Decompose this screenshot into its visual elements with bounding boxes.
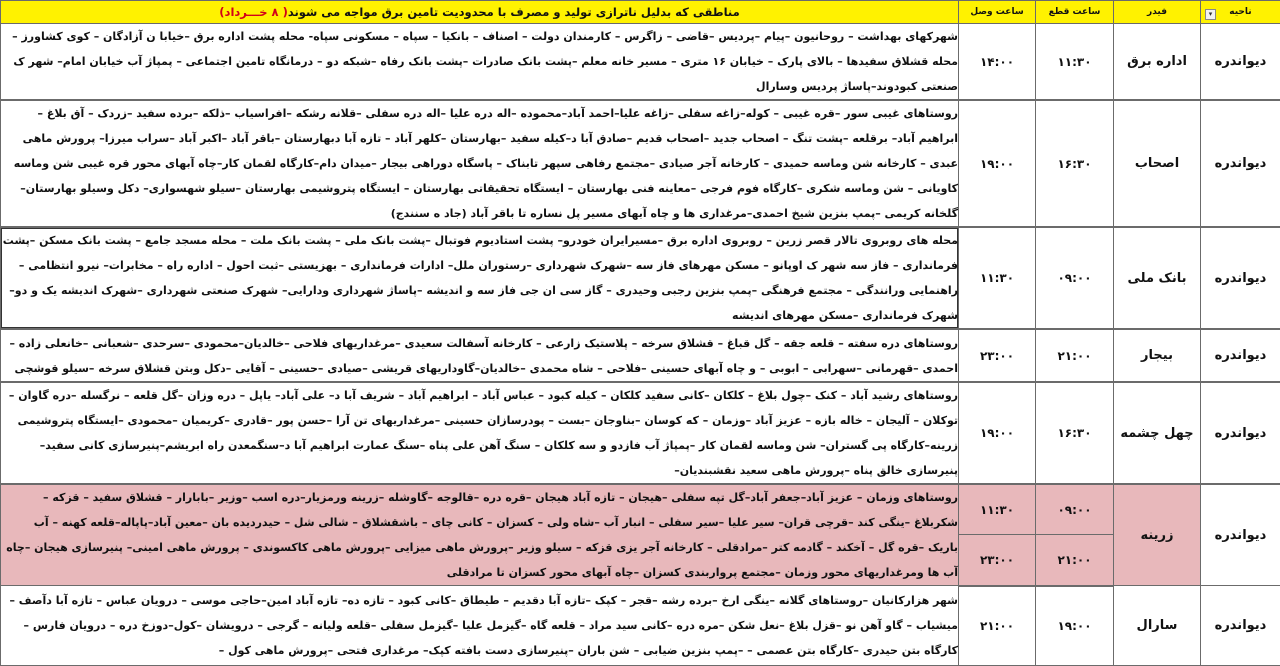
cut-time-cell: ۰۹:۰۰ (1036, 227, 1114, 329)
reconnect-time-cell: ۱۱:۳۰ (959, 227, 1036, 329)
areas-cell: روستاهای رشید آباد – کنک –چول بلاغ – کلکان –کانی سفید کلکان – کیله کبود – عباس آباد – ابراهیم آباد – شریف آبا د– علی آباد– یاپل – دره وزان –گل قلعه – نرگسله –دره گاوان –توکلان – آلیجان – خاله بازه – عزیز آباد –وزمان – که کوسان –بناوجان –بست – پودرسازان حسینی –مرغداریهای تن آرا –حسن پور –قادری –کریمیان –محمودی –ایستگاه پتروشیمی زرینه–کارگاه پی گستران– شن وماسه لقمان کار –پمپاژ آب فازدو و سه کلکان – سنگ آهن علی پناه –سنگ عمارت ابراهیم آبا د–سنگمعدن راه ابریشم–پنیرسازی کانی سفید–پنیرسازی خالق پناه –پرورش ماهی سعید نقشبندیان– (1, 382, 959, 484)
header-feeder: فیدر (1114, 1, 1201, 24)
table-row (1, 100, 1280, 227)
reconnect-time-cell: ۱۹:۰۰ (959, 100, 1036, 227)
feeder-cell: اصحاب (1114, 100, 1201, 227)
table-row-highlighted (1, 484, 1280, 535)
areas-cell: روستاهای وزمان – عزیز آباد–جعفر آباد–گل تپه سفلی –هیجان – تازه آباد هیجان –قره دره –قالوجه –گاوشله –زرینه ورمزیار–دره اسب –وزیر –بابارار – قشلاق سفید – قزکه –شکربلاغ –ینگی کند –قرچی قران– سیر علیا –سیر سفلی – انبار آب –شاه ولی – کسزان – کانی چای – باشقشلاق – شالی شل – حیدردیده بان –معین آباد–پاپاله–قلعه کهنه – آب باریک –قره گل – آخکند – گادمه کتر –مرادقلی – کارخانه آجر یزی قزکه – سیلو وزیر –پرورش ماهی میزایی –پرورش ماهی کاکسوندی – پرورش ماهی امینی– پنیرسازی هیجان –چاه آب ها ومرغداریهای محور وزمان –مجتمع پرواربندی کسزان –چاه آبهای محور کسزان تا مرادقلی (1, 484, 959, 586)
feeder-cell: چهل چشمه (1114, 382, 1201, 484)
cut-time-cell: ۰۹:۰۰ (1036, 484, 1114, 535)
region-cell: دیواندره (1201, 100, 1280, 227)
filter-icon[interactable]: ▾ (1205, 9, 1216, 20)
region-cell: دیواندره (1201, 24, 1280, 101)
header-region-label: ناحیه (1229, 7, 1251, 17)
areas-cell: شهر هزارکانیان –روستاهای گلانه –ینگی ارخ –برده رشه –قجر – کپک –تازه آبا دقدیم – طیطاق –کانی کبود – تازه ده– تازه آباد امین–حاجی موسی – درویان عباس – تازه آبا دآصف – میشیاب – گاو آهن نو –قزل بلاغ –نعل شکن –مره دره –کانی سید مراد – قلعه گاه –گیزمل علیا –گیزمل سفلی –قلعه ولیانه – گرجی – درویشان –کول–دوزخ دره – درویان فارس – کارگاه بتن حیدری –کارگاه بتن عصمی – –پمپ بنزین ضیابی – شن باران –پنیرسازی دست بافته کپک– مرغداری فتحی –پرورش ماهی کول – (1, 586, 959, 666)
feeder-cell: سارال (1114, 586, 1201, 666)
table-row (1, 586, 1280, 666)
reconnect-time-cell: ۱۹:۰۰ (959, 382, 1036, 484)
header-title (1, 1, 959, 24)
cut-time-cell: ۲۱:۰۰ (1036, 329, 1114, 382)
table-row (1, 329, 1280, 382)
page-title: مناطقی که بدلیل ناترازی تولید و مصرف با محدودیت تامین برق مواجه می شوند (288, 5, 740, 19)
region-cell: دیواندره (1201, 586, 1280, 666)
header-row (1, 1, 1280, 24)
header-region[interactable] (1201, 1, 1280, 24)
feeder-cell: بیجار (1114, 329, 1201, 382)
feeder-cell: زرینه (1114, 484, 1201, 586)
areas-cell: روستاهای دره سفته – قلعه جقه – گل قباغ – قشلاق سرخه – پلاستیک زارعی – کارخانه آسفالت سعیدی –مرغداریهای فلاحی –خالدیان–محمودی –سرحدی –شعبانی –خانعلی زاده –احمدی –قهرمانی –سهرابی – ابوبی – و چاه آبهای حسینی –فلاحی – شاه محمدی –خالدیان–گاوداریهای قریشی –صیادی –حسینی – آقایی –دکل وبتن قشلاق سرخه –سیلو قوشچی (1, 329, 959, 382)
cut-time-cell: ۱۶:۳۰ (1036, 382, 1114, 484)
cut-time-cell: ۱۱:۳۰ (1036, 24, 1114, 101)
cut-time-cell-2: ۲۱:۰۰ (1036, 535, 1114, 586)
table-row (1, 382, 1280, 484)
header-cut-time: ساعت قطع (1036, 1, 1114, 24)
reconnect-time-cell: ۲۳:۰۰ (959, 329, 1036, 382)
areas-cell: روستاهای غیبی سور –قره غیبی – کوله–زاغه سفلی –زاغه علیا–احمد آباد–محموده –اله دره علیا –اله دره سفلی –قلانه رشکه –افراسیاب –ذلکه –برده سفید –زردک – آق بلاغ –ابراهیم آباد– برقلعه –پشت تنگ – اصحاب جدید –اصحاب قدیم –صادق آبا د–کیله سفید –بهارستان –کلهر آباد – تازه آبا دبهارستان –باقر آباد –اکبر آباد –سراب میرزا– پرورش ماهی عبدی – کارخانه شن وماسه حمیدی – کارخانه آجر صیادی –مجتمع رفاهی سپهر تابناک – پاسگاه دوراهی بیجار –میدان دام–کارگاه لقمان کار–چاه آبهای محور قره غیبی شن وماسه کاویانی – شن وماسه شکری –کارگاه فوم فرجی –معاینه فنی بهارستان – ایستگاه تحقیقاتی بهارستان – ایستگاه پتروشیمی بهارستان –سیلو شهسواری– دکل وسیلو بهارستان–گلخانه کریمی –پمپ بنزین شیخ احمدی–مرغداری ها و چاه آبهای مسیر پل نساره تا باقر آباد (جاد ه سنندج) (1, 100, 959, 227)
region-cell: دیواندره (1201, 227, 1280, 329)
title-date: ( ۸ خـــرداد) (219, 5, 288, 19)
region-cell: دیواندره (1201, 382, 1280, 484)
reconnect-time-cell: ۲۱:۰۰ (959, 586, 1036, 666)
reconnect-time-cell: ۱۴:۰۰ (959, 24, 1036, 101)
table-row (1, 24, 1280, 101)
region-cell: دیواندره (1201, 484, 1280, 586)
table-row (1, 227, 1280, 329)
feeder-cell: بانک ملی (1114, 227, 1201, 329)
reconnect-time-cell-2: ۲۳:۰۰ (959, 535, 1036, 586)
region-cell: دیواندره (1201, 329, 1280, 382)
header-reconnect-time: ساعت وصل (959, 1, 1036, 24)
cut-time-cell: ۱۶:۳۰ (1036, 100, 1114, 227)
areas-cell: محله های روبروی تالار قصر زرین – روبروی اداره برق –مسیرایران خودرو– پشت استادیوم فوتبال –پشت بانک ملی – پشت بانک ملت – محله مسجد جامع – پشت بانک مسکن –پشت فرمانداری – فاز سه شهر ک اوپانو – مسکن مهرهای فاز سه –شهرک شهرداری –رستوران ملل– ادارات فرمانداری – بهزیستی –ثبت احول – اداره راه – مخابرات– نیرو انتظامی –راهنمایی ورانندگی – مجتمع فرهنگی –پمپ بنزین رجبی وحیدری – گاز سی ان جی فاز سه و اندیشه –پاساژ شهرداری ودارایی– شهرک صنعتی شهرداری –شهرک اندیشه یک و دو–شهرک فرمانداری –مسکن مهرهای اندیشه (1, 227, 959, 329)
feeder-cell: اداره برق (1114, 24, 1201, 101)
cut-time-cell: ۱۹:۰۰ (1036, 586, 1114, 666)
reconnect-time-cell: ۱۱:۳۰ (959, 484, 1036, 535)
areas-cell: شهرکهای بهداشت – روحانیون –پیام –پردیس –قاضی – زاگرس – کارمندان دولت – اصناف – بانکیا – سپاه – مسکونی سپاه- محله پشت اداره برق –خیابا ن آزادگان – کوی کشاورز – محله قشلاق سفیدها – بالای پارک – خیابان ۱۶ متری – مسیر خانه معلم –پشت بانک صادرات –پشت بانک رفاه –شبکه دو – درمانگاه تامین اجتماعی – پمپاژ آب خیابان امام– شهر ک صنعتی کبودوند–پاساژ پردیس وسارال (1, 24, 959, 101)
